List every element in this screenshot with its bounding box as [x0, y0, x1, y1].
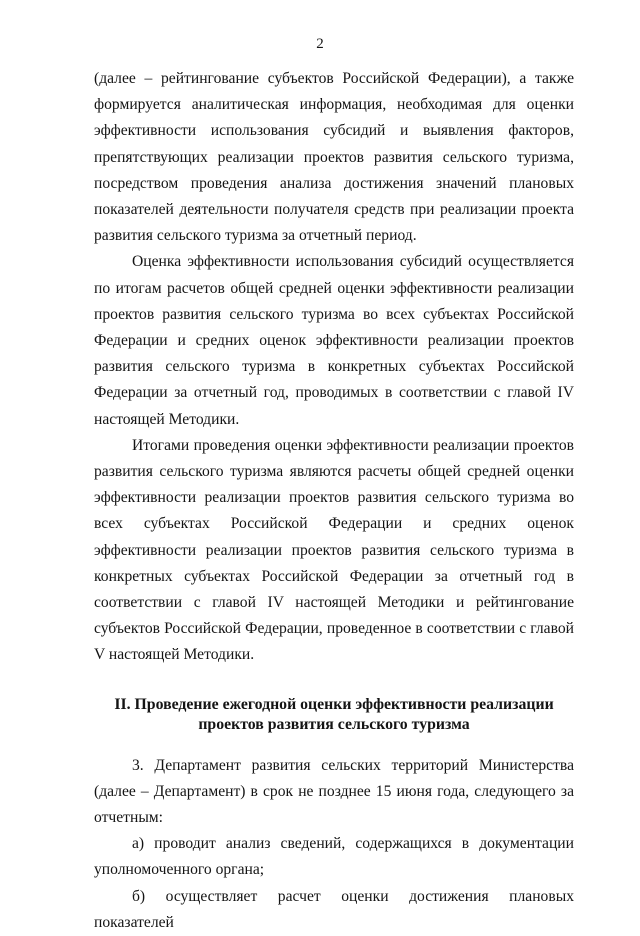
section-heading [94, 695, 574, 735]
section-heading-line-1: II. Проведение ежегодной оценки эффективности реализации [114, 695, 554, 713]
document-body [94, 66, 574, 936]
paragraph-continuation: (далее – рейтингование субъектов Российской Федерации), а также формируется аналитическая информация, необходимая для оценки эффективности использования субсидий и выявления факторов, препятствующих реализации проектов развития сельского туризма, посредством проведения анализа достижения значений плановых показателей деятельности получателя средств при реализации проекта развития сельского туризма за отчетный период. [94, 70, 574, 245]
clause-3: 3. Департамент развития сельских территорий Министерства (далее – Департамент) в срок не позднее 15 июня года, следующего за отчетным: [94, 756, 574, 827]
page-number: 2 [316, 36, 324, 52]
paragraph-results: Итогами проведения оценки эффективности реализации проектов развития сельского туризма являются расчеты общей средней оценки эффективности реализации проектов развития сельского туризма во всех субъектах Российской Федерации и средних оценок эффективности реализации проектов развития сельского туризма в конкретных субъектах Российской Федерации за отчетный год в соответствии с главой IV настоящей Методики и рейтингование субъектов Российской Федерации, проведенное в соответствии с главой V настоящей Методики. [94, 436, 574, 664]
clause-3a: а) проводит анализ сведений, содержащихся в документации уполномоченного органа; [94, 835, 574, 879]
section-heading-line-2: проектов развития сельского туризма [198, 715, 470, 733]
paragraph-evaluation: Оценка эффективности использования субсидий осуществляется по итогам расчетов общей средней оценки эффективности реализации проектов развития сельского туризма во всех субъектах Российской Федерации и средних оценок эффективности реализации проектов развития сельского туризма в конкретных субъектах Российской Федерации за отчетный год, проводимых в соответствии с главой IV настоящей Методики. [94, 253, 574, 428]
clause-3b: б) осуществляет расчет оценки достижения плановых показателей [94, 887, 574, 931]
